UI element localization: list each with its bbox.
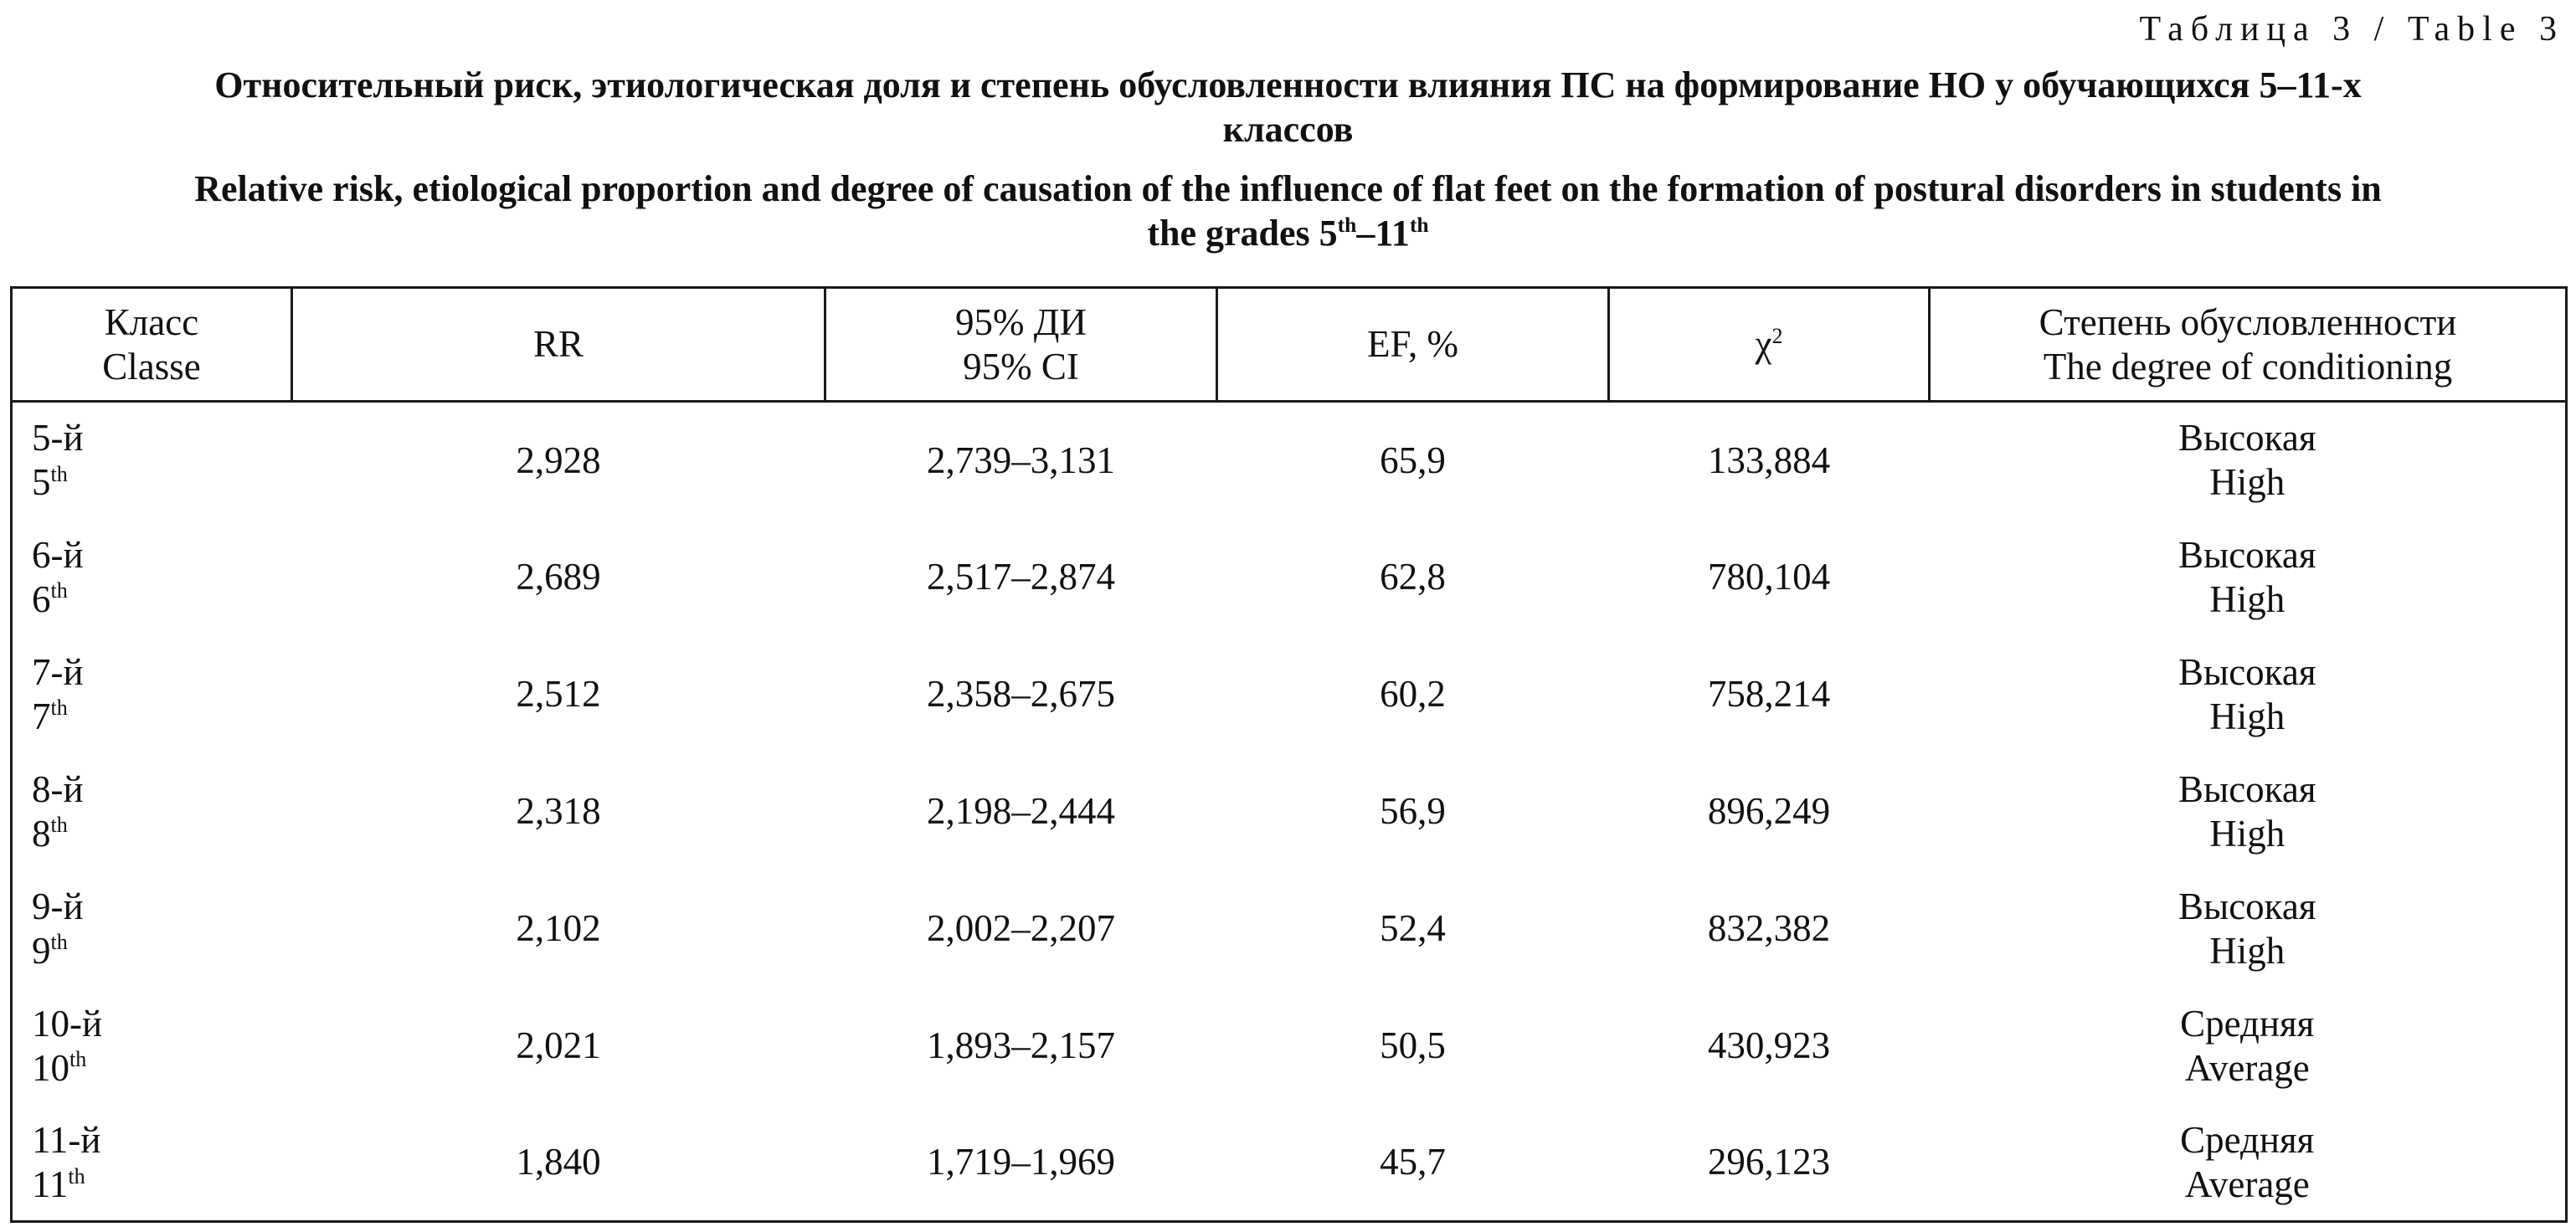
cell-class xyxy=(12,636,292,753)
class-suffix: th xyxy=(50,696,68,721)
degree-en: High xyxy=(2209,929,2285,972)
table-number-label: Таблица 3 / Table 3 xyxy=(2139,10,2564,49)
cell-ci: 2,517–2,874 xyxy=(927,556,1115,598)
cell-rr: 2,928 xyxy=(516,439,601,481)
table-row xyxy=(12,753,2567,870)
class-number: 6 xyxy=(32,578,51,620)
degree-ru: Высокая xyxy=(2178,885,2316,927)
table-row xyxy=(12,1105,2567,1222)
cell-chi-square: 758,214 xyxy=(1707,673,1831,715)
degree-en: High xyxy=(2209,695,2285,737)
class-number: 10 xyxy=(32,1046,69,1089)
header-ef xyxy=(1217,288,1609,402)
caption-english-sup-start: th xyxy=(1337,213,1357,238)
header-ci xyxy=(825,288,1217,402)
header-rr-label: RR xyxy=(532,323,584,365)
table-row xyxy=(12,636,2567,753)
cell-chi-square: 296,123 xyxy=(1609,1105,1930,1222)
header-chi-superscript: 2 xyxy=(1771,323,1783,348)
class-number: 5 xyxy=(32,461,51,504)
degree-en: Average xyxy=(2184,1046,2310,1089)
table-row xyxy=(12,988,2567,1105)
cell-ci: 1,893–2,157 xyxy=(927,1024,1115,1066)
class-suffix: th xyxy=(68,1163,85,1188)
caption-russian xyxy=(0,63,2576,151)
class-en xyxy=(32,1046,292,1091)
cell-degree xyxy=(1930,402,2567,519)
cell-rr: 2,021 xyxy=(516,1024,601,1066)
class-ru: 11-й xyxy=(32,1118,101,1161)
header-degree-en: The degree of conditioning xyxy=(2043,345,2453,388)
class-ru: 5-й xyxy=(32,417,84,459)
degree-ru: Средняя xyxy=(2180,1118,2315,1161)
class-number: 9 xyxy=(32,929,51,972)
cell-rr: 2,318 xyxy=(516,790,601,832)
header-degree-ru: Степень обусловленности xyxy=(2039,300,2457,343)
caption-english-sup-end: th xyxy=(1409,213,1429,238)
class-en xyxy=(32,460,292,505)
table-header-row xyxy=(12,288,2567,402)
cell-degree xyxy=(1930,870,2567,988)
class-en xyxy=(32,578,292,622)
cell-chi-square: 896,249 xyxy=(1707,790,1831,832)
cell-degree xyxy=(1930,519,2567,636)
cell-ef: 56,9 xyxy=(1380,790,1446,832)
header-ci-ru: 95% ДИ xyxy=(955,300,1087,343)
degree-en: Average xyxy=(2184,1163,2310,1205)
class-suffix: th xyxy=(69,1047,87,1072)
caption-english xyxy=(0,167,2576,255)
caption-english-line-1: Relative risk, etiological proportion and degree of causation of the influence of flat feet on the formation of postural disorders in students in xyxy=(194,168,2382,209)
cell-ci: 1,719–1,969 xyxy=(825,1105,1217,1222)
cell-ef: 62,8 xyxy=(1380,556,1446,598)
class-ru: 6-й xyxy=(32,533,84,576)
cell-rr: 2,102 xyxy=(516,907,601,949)
class-en xyxy=(32,929,292,973)
class-number: 7 xyxy=(32,695,51,737)
class-en xyxy=(32,812,292,856)
class-ru: 7-й xyxy=(32,650,84,693)
cell-degree xyxy=(1930,1105,2567,1222)
cell-ef: 50,5 xyxy=(1380,1024,1446,1066)
cell-ef: 65,9 xyxy=(1380,439,1446,481)
class-ru: 8-й xyxy=(32,767,84,810)
cell-ef: 52,4 xyxy=(1380,907,1446,949)
cell-class xyxy=(12,1105,292,1222)
table-row xyxy=(12,519,2567,636)
cell-ci: 2,198–2,444 xyxy=(927,790,1115,832)
caption-russian-line-2: классов xyxy=(1222,109,1354,150)
header-ci-en: 95% CI xyxy=(963,345,1079,388)
class-ru: 10-й xyxy=(32,1002,103,1045)
cell-degree xyxy=(1930,753,2567,870)
class-en xyxy=(32,1163,292,1207)
degree-ru: Средняя xyxy=(2180,1002,2315,1045)
class-number: 8 xyxy=(32,812,51,855)
cell-rr: 2,689 xyxy=(516,556,601,598)
cell-chi-square: 430,923 xyxy=(1707,1024,1831,1066)
degree-ru: Высокая xyxy=(2178,650,2316,693)
table-row xyxy=(12,870,2567,988)
class-suffix: th xyxy=(50,813,68,838)
cell-class xyxy=(12,519,292,636)
cell-class xyxy=(12,753,292,870)
caption-english-grades-prefix: the grades 5 xyxy=(1147,213,1338,254)
cell-ef: 60,2 xyxy=(1380,673,1446,715)
header-rr xyxy=(292,288,825,402)
degree-en: High xyxy=(2209,578,2285,620)
header-ef-label: EF, % xyxy=(1367,323,1458,365)
header-class-ru: Класс xyxy=(104,300,199,343)
cell-rr: 1,840 xyxy=(292,1105,825,1222)
header-class-en: Classe xyxy=(102,345,201,388)
cell-chi-square: 832,382 xyxy=(1707,907,1831,949)
cell-rr: 2,512 xyxy=(516,673,601,715)
header-chi-square xyxy=(1609,288,1930,402)
class-suffix: th xyxy=(50,578,68,603)
class-number: 11 xyxy=(32,1163,69,1205)
caption-russian-line-1: Относительный риск, этиологическая доля и степень обусловленности влияния ПС на формирование НО у обучающихся 5–11-х xyxy=(214,64,2362,105)
header-class xyxy=(12,288,292,402)
cell-degree xyxy=(1930,988,2567,1105)
cell-ef: 45,7 xyxy=(1217,1105,1609,1222)
class-en xyxy=(32,695,292,739)
cell-ci: 2,358–2,675 xyxy=(927,673,1115,715)
class-ru: 9-й xyxy=(32,885,84,927)
degree-en: High xyxy=(2209,461,2285,504)
cell-class xyxy=(12,402,292,519)
class-suffix: th xyxy=(50,930,68,955)
cell-chi-square: 133,884 xyxy=(1707,439,1831,481)
cell-degree xyxy=(1930,636,2567,753)
degree-ru: Высокая xyxy=(2178,533,2316,576)
caption-english-grades-end: –11 xyxy=(1356,213,1410,254)
class-suffix: th xyxy=(50,462,68,487)
degree-ru: Высокая xyxy=(2178,767,2316,810)
cell-ci: 2,739–3,131 xyxy=(927,439,1115,481)
cell-class xyxy=(12,870,292,988)
degree-en: High xyxy=(2209,812,2285,855)
table-row xyxy=(12,402,2567,519)
cell-chi-square: 780,104 xyxy=(1707,556,1831,598)
cell-ci: 2,002–2,207 xyxy=(927,907,1115,949)
caption-english-line-2 xyxy=(0,211,2576,255)
header-chi-symbol: χ xyxy=(1755,323,1772,365)
degree-ru: Высокая xyxy=(2178,417,2316,459)
cell-class xyxy=(12,988,292,1105)
data-table xyxy=(10,286,2568,1223)
header-degree xyxy=(1930,288,2567,402)
